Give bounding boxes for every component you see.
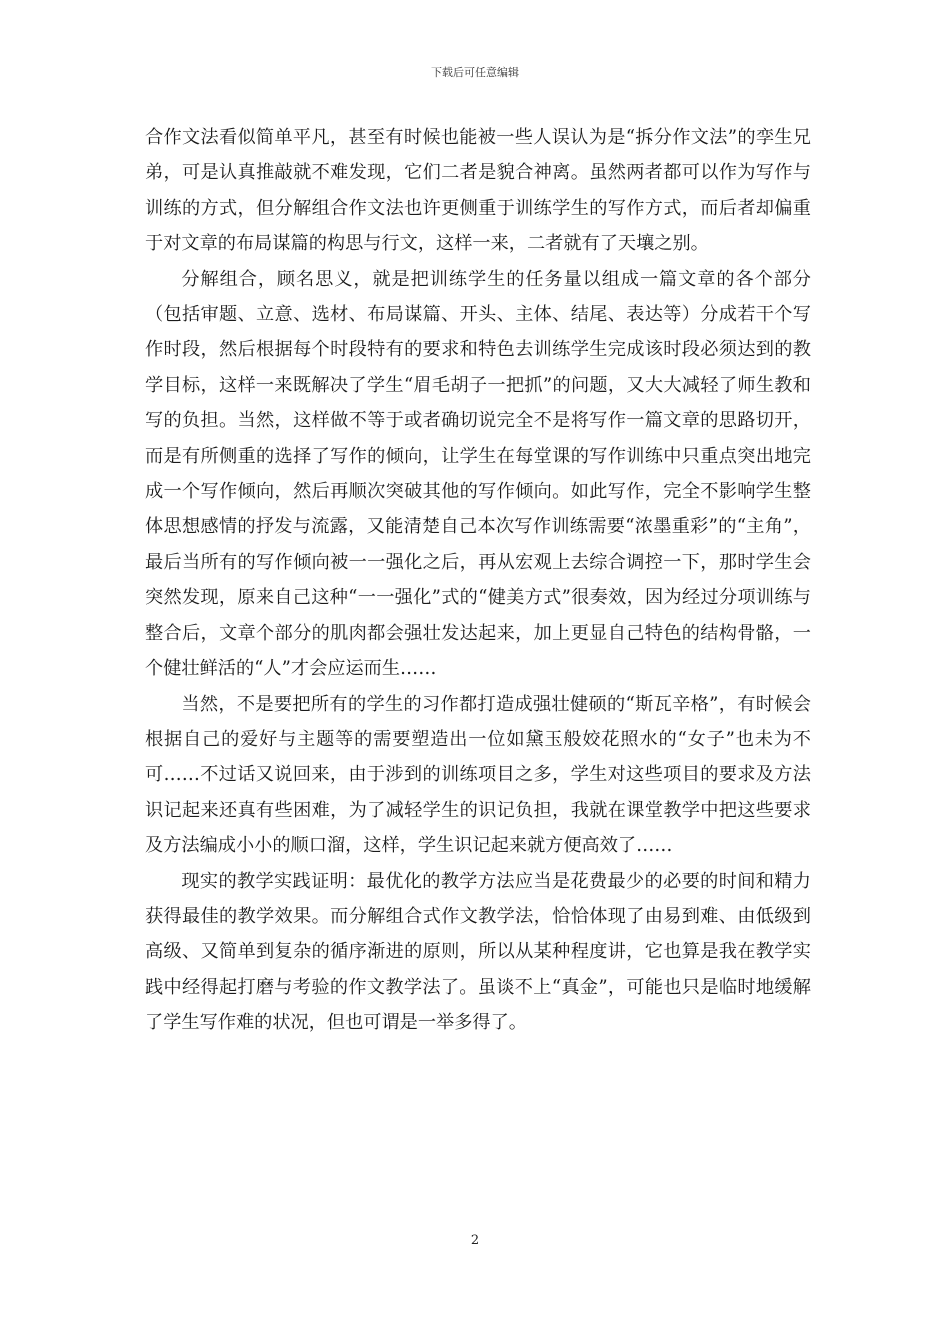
paragraph-2: 分解组合，顾名思义，就是把训练学生的任务量以组成一篇文章的各个部分（包括审题、立意、选材、布局谋篇、开头、主体、结尾、表达等）分成若干个写作时段，然后根据每个时段特有的要求和特色去训练学生完成该时段必须达到的教学目标，这样一来既解决了学生“眉毛胡子一把抓”的问题，又大大减轻了师生教和写的负担。当然，这样做不等于或者确切说完全不是将写作一篇文章的思路切开，而是有所侧重的选择了写作的倾向，让学生在每堂课的写作训练中只重点突出地完成一个写作倾向，然后再顺次突破其他的写作倾向。如此写作，完全不影响学生整体思想感情的抒发与流露，又能清楚自己本次写作训练需要“浓墨重彩”的“主角”，最后当所有的写作倾向被一一强化之后，再从宏观上去综合调控一下，那时学生会突然发现，原来自己这种“一一强化”式的“健美方式”很奏效，因为经过分项训练与整合后，文章个部分的肌肉都会强壮发达起来，加上更显自己特色的结构骨骼，一个健壮鲜活的“人”才会应运而生…… <box>145 268 811 680</box>
page-header: 下载后可任意编辑 <box>431 66 519 79</box>
document-body <box>145 120 811 1041</box>
page-number: 2 <box>470 1233 480 1248</box>
paragraph-1: 合作文法看似简单平凡，甚至有时候也能被一些人误认为是“拆分作文法”的孪生兄弟，可是认真推敲就不难发现，它们二者是貌合神离。虽然两者都可以作为写作与训练的方式，但分解组合作文法也许更侧重于训练学生的写作方式，而后者却偏重于对文章的布局谋篇的构思与行文，这样一来，二者就有了天壤之别。 <box>145 127 811 255</box>
paragraph-3: 当然，不是要把所有的学生的习作都打造成强壮健硕的“斯瓦辛格”，有时候会根据自己的爱好与主题等的需要塑造出一位如黛玉般姣花照水的“女子”也未为不可……不过话又说回来，由于涉到的训练项目之多，学生对这些项目的要求及方法识记起来还真有些困难，为了减轻学生的识记负担，我就在课堂教学中把这些要求及方法编成小小的顺口溜，这样，学生识记起来就方便高效了…… <box>145 693 811 857</box>
paragraph-4: 现实的教学实践证明：最优化的教学方法应当是花费最少的必要的时间和精力获得最佳的教学效果。而分解组合式作文教学法，恰恰体现了由易到难、由低级到高级、又简单到复杂的循序渐进的原则，所以从某种程度讲，它也算是我在教学实践中经得起打磨与考验的作文教学法了。虽谈不上“真金”，可能也只是临时地缓解了学生写作难的状况，但也可谓是一举多得了。 <box>145 870 811 1034</box>
